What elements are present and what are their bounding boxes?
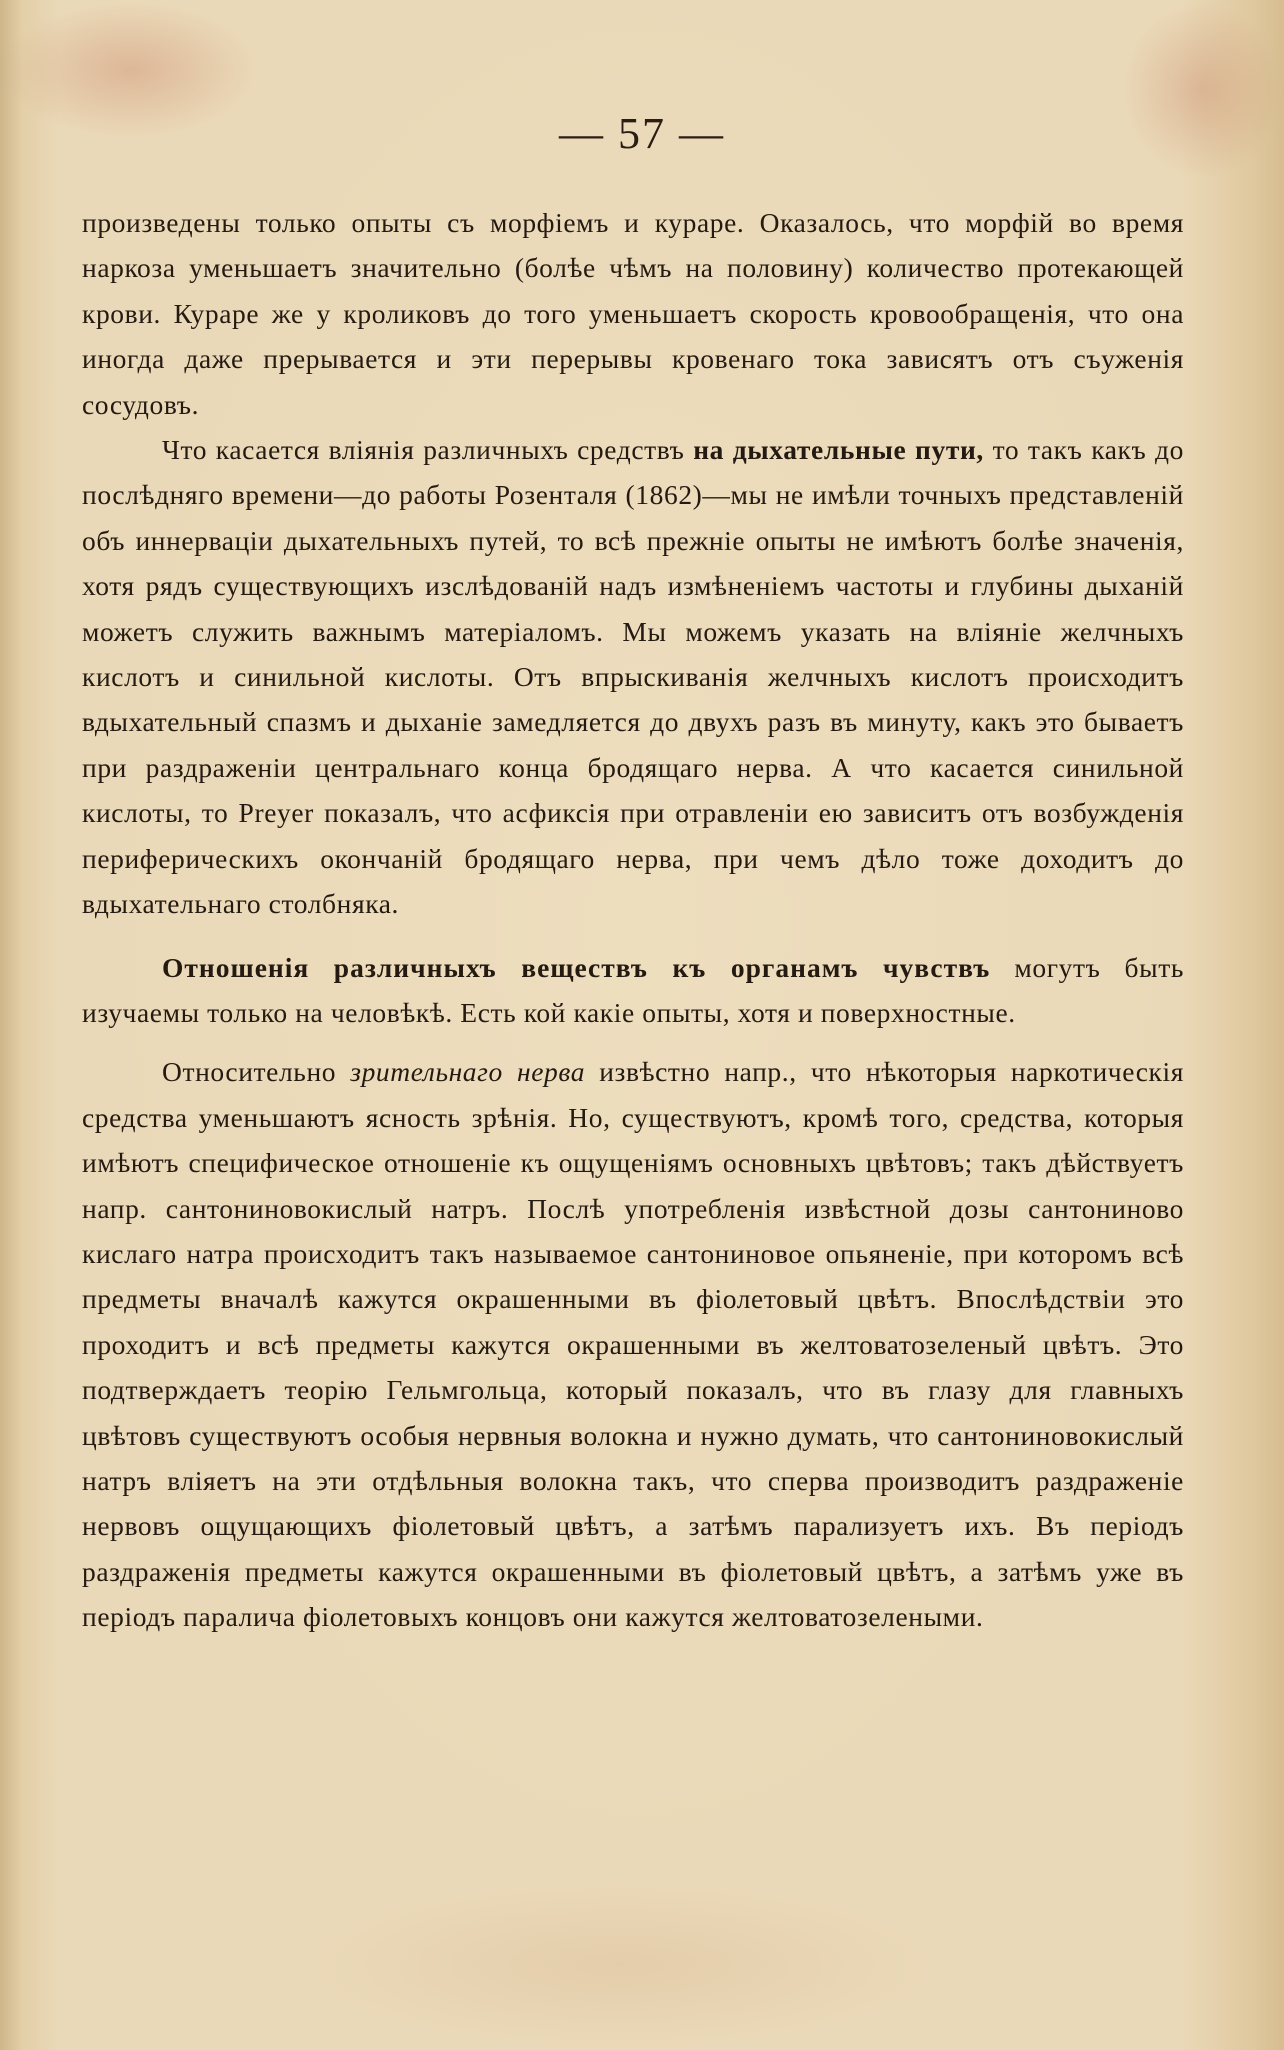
paragraph-text: произведены только опыты съ морфіемъ и кураре. Оказалось, что морфій во время наркоза уменьшаетъ значительно (болѣе чѣмъ на половину) количество протекающей крови. Кураре же у кроликовъ до того уменьшаетъ скорость кровообращенія, что она иногда даже прерывается и эти перерывы кровенаго тока зависятъ отъ съуженія сосудовъ. xyxy=(82,207,1184,420)
paragraph-optic-nerve xyxy=(82,1049,1184,1639)
paragraph-respiratory xyxy=(82,427,1184,926)
paragraph-text: Относительно xyxy=(162,1056,351,1088)
paper-stain xyxy=(300,1880,940,2050)
paragraph-text: извѣстно напр., что нѣкоторыя наркотическія средства уменьшаютъ ясность зрѣнія. Но, существуютъ, кромѣ того, средства, которыя имѣютъ специфическое отношеніе къ ощущеніямъ основныхъ цвѣтовъ; такъ дѣйствуетъ напр. сантониновокислый натръ. Послѣ употребленія извѣстной дозы сантониново кислаго натра происходитъ такъ называемое сантониновое опьяненіе, при которомъ всѣ предметы вначалѣ кажутся окрашенными въ фіолетовый цвѣтъ. Впослѣдствіи это проходитъ и всѣ предметы кажутся окрашенными въ желтоватозеленый цвѣтъ. Это подтверждаетъ теорію Гельмгольца, который показалъ, что въ глазу для главныхъ цвѣтовъ существуютъ особыя нервныя волокна и нужно думать, что сантониновокислый натръ вліяетъ на эти отдѣльныя волокна такъ, что сперва производитъ раздраженіе нервовъ ощущающихъ фіолетовый цвѣтъ, а затѣмъ парализуетъ ихъ. Въ періодъ раздраженія предметы кажутся окрашенными въ фіолетовый цвѣтъ, а затѣмъ уже въ періодъ паралича фіолетовыхъ концовъ они кажутся желтоватозелеными. xyxy=(82,1056,1184,1633)
emphasis-optic-nerve: зрительнаго нерва xyxy=(350,1056,586,1088)
emphasis-respiratory-tract: на дыхательные пути, xyxy=(693,434,984,466)
paragraph-text: Что касается вліянія различныхъ средствъ xyxy=(162,434,694,466)
page-body xyxy=(82,200,1184,1640)
page-number: — 57 — xyxy=(559,109,725,158)
paragraph-text: могутъ быть изучаемы только на человѣкѣ. Есть кой какіе опыты, хотя и поверхностные. xyxy=(82,951,1184,1028)
paragraph-morphine-curare xyxy=(82,200,1184,427)
paragraph-sense-organs xyxy=(82,945,1184,1036)
section-heading-sense-organs: Отношенія различныхъ веществъ къ органамъ чувствъ xyxy=(162,951,991,983)
paragraph-text: то такъ какъ до послѣдняго времени—до работы Розенталя (1862)—мы не имѣли точныхъ представленій объ иннерваціи дыхательныхъ путей, то всѣ прежніе опыты не имѣютъ болѣе значенія, хотя рядъ существующихъ изслѣдованій надъ измѣненіемъ частоты и глубины дыханій можетъ служить важнымъ матеріаломъ. Мы можемъ указать на вліяніе желчныхъ кислотъ и синильной кислоты. Отъ впрыскиванія желчныхъ кислотъ происходитъ вдыхательный спазмъ и дыханіе замедляется до двухъ разъ въ минуту, какъ это бываетъ при раздраженіи центральнаго конца бродящаго нерва. А что касается синильной кислоты, то Preyer показалъ, что асфиксія при отравленіи ею зависитъ отъ возбужденія периферическихъ окончаній бродящаго нерва, при чемъ дѣло тоже доходитъ до вдыхательнаго столбняка. xyxy=(82,434,1184,920)
